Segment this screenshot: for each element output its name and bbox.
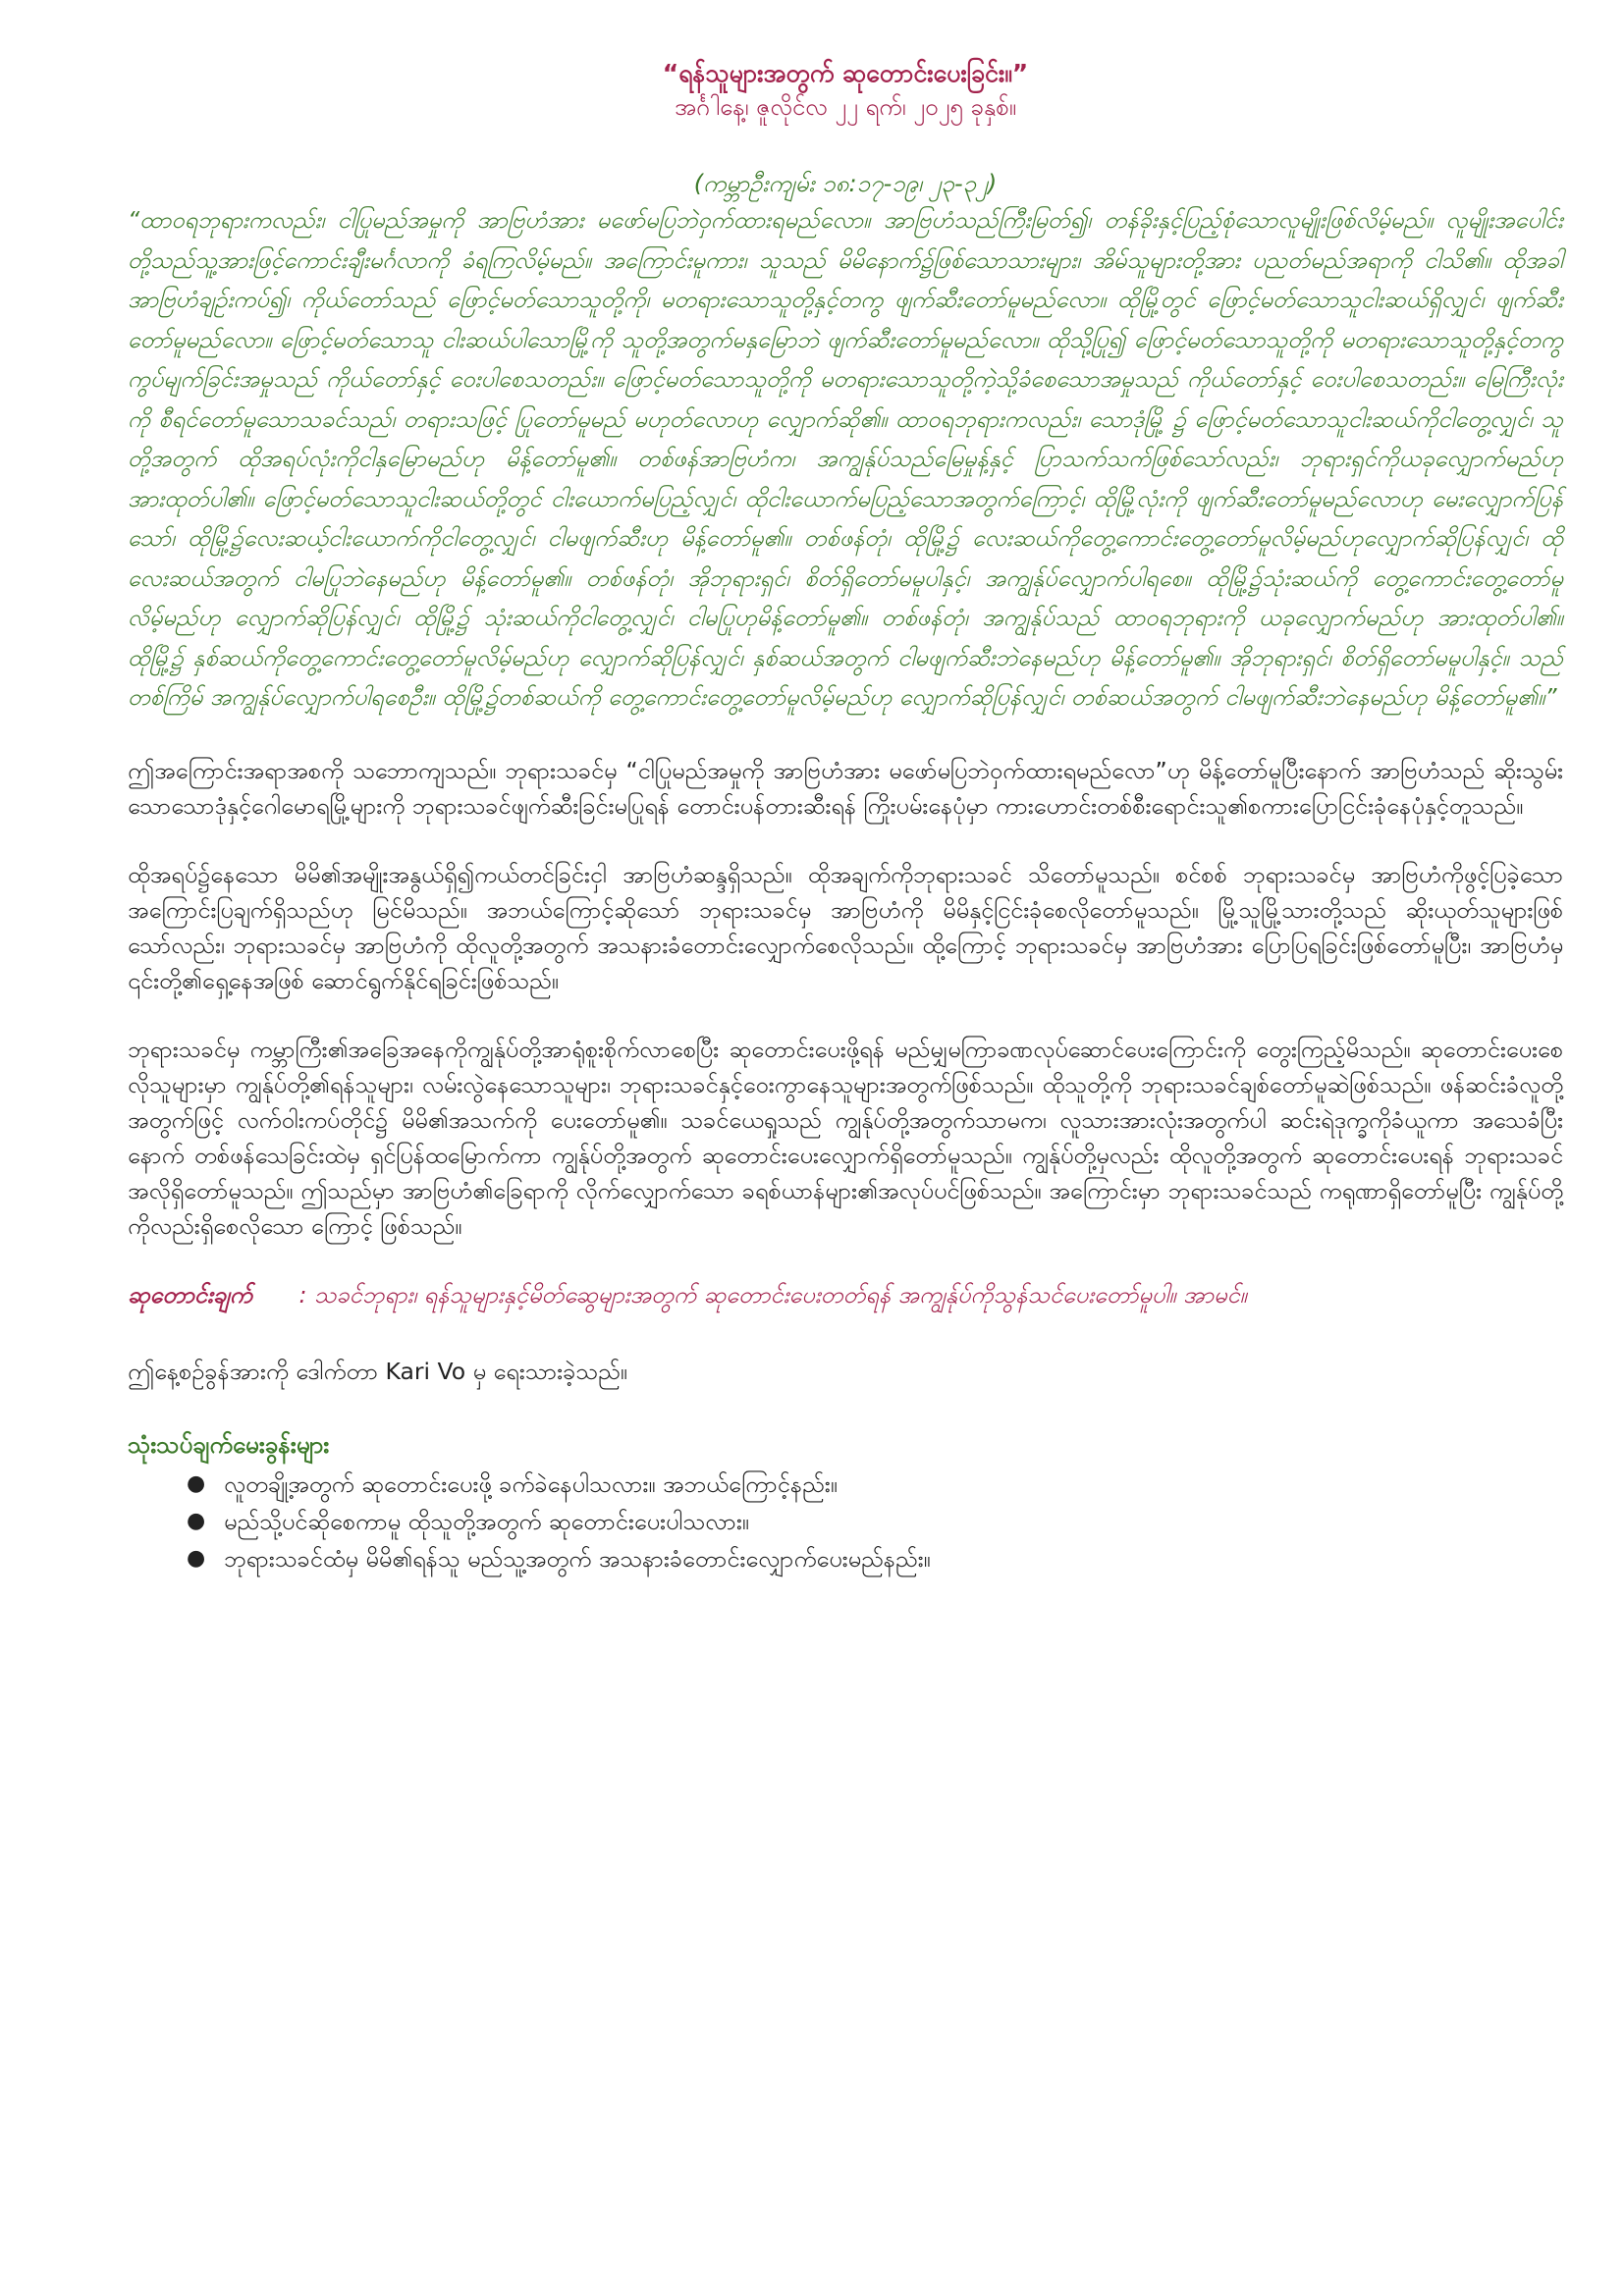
question-text: မည်သို့ပင်ဆိုစေကာမူ ထိုသူတို့အတွက် ဆုတောင်းပေးပါသလား။ — [224, 1507, 749, 1535]
devotional-page — [128, 57, 1563, 1577]
bullet-icon: ● — [187, 1545, 206, 1571]
page-title: “ရန်သူများအတွက် ဆုတောင်းပေးခြင်း။” — [662, 59, 1029, 87]
question-text: ဘုရားသခင်ထံမှ မိမိ၏ရန်သူ မည်သူ့အတွက် အသနားခံတောင်းလျှောက်ပေးမည်နည်း။ — [224, 1544, 931, 1573]
list-item — [187, 1540, 1563, 1577]
reflection-questions — [128, 1466, 1563, 1577]
list-item — [187, 1503, 1563, 1540]
prayer — [128, 1277, 1563, 1312]
reflection-heading: သုံးသပ်ချက်မေးခွန်းများ — [128, 1430, 330, 1459]
scripture-text: “ထာဝရဘုရားကလည်း၊ ငါပြုမည်အမှုကို အာဗြဟံအား မဖော်မပြဘဲဝှက်ထားရမည်လော။ အာဗြဟံသည်ကြီးမြတ်၍၊ တန်ခိုးနှင့်ပြည့်စုံသောလူမျိုးဖြစ်လိမ့်မည်။ လူမျိုးအပေါင်းတို့သည်သူ့အားဖြင့်ကောင်းချီးမင်္ဂလာကို ခံရကြလိမ့်မည်။ အကြောင်းမူကား၊ သူသည် မိမိနောက်၌ဖြစ်သောသားများ၊ အိမ်သူများတို့အား ပညတ်မည်အရာကို ငါသိ၏။ ထိုအခါ အာဗြဟံချဉ်းကပ်၍၊ ကိုယ်တော်သည် ဖြောင့်မတ်သောသူတို့ကို၊ မတရားသောသူတို့နှင့်တကွ ဖျက်ဆီးတော်မူမည်လော။ ထိုမြို့တွင် ဖြောင့်မတ်သောသူငါးဆယ်ရှိလျှင်၊ ဖျက်ဆီးတော်မူမည်လော။ ဖြောင့်မတ်သောသူ ငါးဆယ်ပါသောမြို့ကို သူတို့အတွက်မနှမြောဘဲ ဖျက်ဆီးတော်မူမည်လော။ ထိုသို့ပြု၍ ဖြောင့်မတ်သောသူတို့ကို မတရားသောသူတို့နှင့်တကွ ကွပ်မျက်ခြင်းအမှုသည် ကိုယ်တော်နှင့် ဝေးပါစေသတည်း။ ဖြောင့်မတ်သောသူတို့ကို မတရားသောသူတို့ကဲ့သို့ခံစေသောအမှုသည် ကိုယ်တော်နှင့် ဝေးပါစေသတည်း။ မြေကြီးလုံးကို စီရင်တော်မူသောသခင်သည်၊ တရားသဖြင့် ပြုတော်မူမည် မဟုတ်လောဟု လျှောက်ဆို၏။ ထာဝရဘုရားကလည်း၊ သောဒုံမြို့ ၌ ဖြောင့်မတ်သောသူငါးဆယ်ကိုငါတွေ့လျှင်၊ သူတို့အတွက် ထိုအရပ်လုံးကိုငါနှမြောမည်ဟု မိန့်တော်မူ၏။ တစ်ဖန်အာဗြဟံက၊ အကျွန်ုပ်သည်မြေမှုန့်နှင့် ပြာသက်သက်ဖြစ်သော်လည်း၊ ဘုရားရှင်ကိုယခုလျှောက်မည်ဟု အားထုတ်ပါ၏။ ဖြောင့်မတ်သောသူငါးဆယ်တို့တွင် ငါးယောက်မပြည့်လျှင်၊ ထိုငါးယောက်မပြည့်သောအတွက်ကြောင့်၊ ထိုမြို့လုံးကို ဖျက်ဆီးတော်မူမည်လောဟု မေးလျှောက်ပြန်သော်၊ ထိုမြို့၌လေးဆယ့်ငါးယောက်ကိုငါတွေ့လျှင်၊ ငါမဖျက်ဆီးဟု မိန့်တော်မူ၏။ တစ်ဖန်တုံ၊ ထိုမြို့၌ လေးဆယ်ကိုတွေ့ကောင်းတွေ့တော်မူလိမ့်မည်ဟုလျှောက်ဆိုပြန်လျှင်၊ ထိုလေးဆယ်အတွက် ငါမပြုဘဲနေမည်ဟု မိန့်တော်မူ၏။ တစ်ဖန်တုံ၊ အိုဘုရားရှင်၊ စိတ်ရှိတော်မမူပါနှင့်၊ အကျွန်ုပ်လျှောက်ပါရစေ။ ထိုမြို့၌သုံးဆယ်ကို တွေ့ကောင်းတွေ့တော်မူလိမ့်မည်ဟု လျှောက်ဆိုပြန်လျှင်၊ ထိုမြို့၌ သုံးဆယ်ကိုငါတွေ့လျှင်၊ ငါမပြုဟုမိန့်တော်မူ၏။ တစ်ဖန်တုံ၊ အကျွန်ုပ်သည် ထာဝရဘုရားကို ယခုလျှောက်မည်ဟု အားထုတ်ပါ၏။ ထိုမြို့၌ နှစ်ဆယ်ကိုတွေ့ကောင်းတွေ့တော်မူလိမ့်မည်ဟု လျှောက်ဆိုပြန်လျှင်၊ နှစ်ဆယ်အတွက် ငါမဖျက်ဆီးဘဲနေမည်ဟု မိန့်တော်မူ၏။ အိုဘုရားရှင်၊ စိတ်ရှိတော်မမူပါနှင့်။ သည်တစ်ကြိမ် အကျွန်ုပ်လျှောက်ပါရစေဦး။ ထိုမြို့၌တစ်ဆယ်ကို တွေ့ကောင်းတွေ့တော်မူလိမ့်မည်ဟု လျှောက်ဆိုပြန်လျှင်၊ တစ်ဆယ်အတွက် ငါမဖျက်ဆီးဘဲနေမည်ဟု မိန့်တော်မူ၏။” — [128, 206, 1563, 711]
body-paragraph-1: ဤအကြောင်းအရာအစကို သဘောကျသည်။ ဘုရားသခင်မှ “ငါပြုမည်အမှုကို အာဗြဟံအား မဖော်မပြဘဲဝှက်ထားရမည်လော”ဟု မိန့်တော်မူပြီးနောက် အာဗြဟံသည် ဆိုးသွမ်းသောသောဒုံနှင့်ဂေါမောရမြို့များကို ဘုရားသခင်ဖျက်ဆီးခြင်းမပြုရန် တောင်းပန်တားဆီးရန် ကြိုးပမ်းနေပုံမှာ ကားဟောင်းတစ်စီးရောင်းသူ၏စကားပြောငြင်းခုံနေပုံနှင့်တူသည်။ — [128, 756, 1563, 820]
body-paragraph-3: ဘုရားသခင်မှ ကမ္ဘာကြီး၏အခြေအနေကိုကျွန်ုပ်တို့အာရုံစူးစိုက်လာစေပြီး ဆုတောင်းပေးဖို့ရန် မည်မျှမကြာခဏလုပ်ဆောင်ပေးကြောင်းကို တွေးကြည့်မိသည်။ ဆုတောင်းပေးစေလိုသူများမှာ ကျွန်ုပ်တို့၏ရန်သူများ၊ လမ်းလွဲနေသောသူများ၊ ဘုရားသခင်နှင့်ဝေးကွာနေသူများအတွက်ဖြစ်သည်။ ထိုသူတို့ကို ဘုရားသခင်ချစ်တော်မူဆဲဖြစ်သည်။ ဖန်ဆင်းခံလူတို့အတွက်ဖြင့် လက်ဝါးကပ်တိုင်၌ မိမိ၏အသက်ကို ပေးတော်မူ၏။ သခင်ယေရှုသည် ကျွန်ုပ်တို့အတွက်သာမက၊ လူသားအားလုံးအတွက်ပါ ဆင်းရဲဒုက္ခကိုခံယူကာ အသေခံပြီးနောက် တစ်ဖန်သေခြင်းထဲမှ ရှင်ပြန်ထမြောက်ကာ ကျွန်ုပ်တို့အတွက် ဆုတောင်းပေးလျှောက်ရှိတော်မူသည်။ ကျွန်ုပ်တို့မှလည်း ထိုလူတို့အတွက် ဆုတောင်းပေးရန် ဘုရားသခင် အလိုရှိတော်မူသည်။ ဤသည်မှာ အာဗြဟံ၏ခြေရာကို လိုက်လျှောက်သော ခရစ်ယာန်များ၏အလုပ်ပင်ဖြစ်သည်။ အကြောင်းမှာ ဘုရားသခင်သည် ကရုဏာရှိတော်မူပြီး ကျွန်ုပ်တို့ကိုလည်းရှိစေလိုသော ကြောင့် ဖြစ်သည်။ — [128, 1035, 1563, 1240]
scripture-reference: (ကမ္ဘာဦးကျမ်း ၁၈:၁၇-၁၉၊ ၂၃-၃၂) — [693, 170, 998, 197]
page-date: အင်္ဂါနေ့၊ ဇူလိုင်လ ၂၂ ရက်၊ ၂၀၂၅ ခုနှစ်။ — [674, 93, 1017, 121]
bullet-icon: ● — [187, 1470, 206, 1496]
author-line: ဤနေ့စဉ်ခွန်အားကို ဒေါက်တာ Kari Vo မှ ရေးသားခဲ့သည်။ — [128, 1357, 627, 1385]
list-item — [187, 1466, 1563, 1503]
prayer-label: ဆုတောင်းချက် — [128, 1280, 252, 1308]
bullet-icon: ● — [187, 1508, 206, 1533]
prayer-text: : သခင်ဘုရား၊ ရန်သူများနှင့်မိတ်ဆွေများအတွက် ဆုတောင်းပေးတတ်ရန် အကျွန်ုပ်ကိုသွန်သင်ပေးတော်မူပါ။ အာမင်။ — [298, 1280, 1247, 1308]
body-paragraph-2: ထိုအရပ်၌နေသော မိမိ၏အမျိုးအနွယ်ရှိ၍ကယ်တင်ခြင်းငှါ အာဗြဟံဆန္ဒရှိသည်။ ထိုအချက်ကိုဘုရားသခင် သိတော်မူသည်။ စင်စစ် ဘုရားသခင်မှ အာဗြဟံကိုဖွင့်ပြခဲ့သော အကြောင်းပြချက်ရှိသည်ဟု မြင်မိသည်။ အဘယ်ကြောင့်ဆိုသော် ဘုရားသခင်မှ အာဗြဟံကို မိမိနှင့်ငြင်းခုံစေလိုတော်မူသည်။ မြို့သူမြို့သားတို့သည် ဆိုးယုတ်သူများဖြစ်သော်လည်း၊ ဘုရားသခင်မှ အာဗြဟံကို ထိုလူတို့အတွက် အသနားခံတောင်းလျှောက်စေလိုသည်။ ထို့ကြောင့် ဘုရားသခင်မှ အာဗြဟံအား ပြောပြရခြင်းဖြစ်တော်မူပြီး၊ အာဗြဟံမှ ၎င်းတို့၏ရှေ့နေအဖြစ် ဆောင်ရွက်နိုင်ရခြင်းဖြစ်သည်။ — [128, 860, 1563, 994]
question-text: လူတချို့အတွက် ဆုတောင်းပေးဖို့ ခက်ခဲနေပါသလား။ အဘယ်ကြောင့်နည်း။ — [224, 1469, 838, 1498]
